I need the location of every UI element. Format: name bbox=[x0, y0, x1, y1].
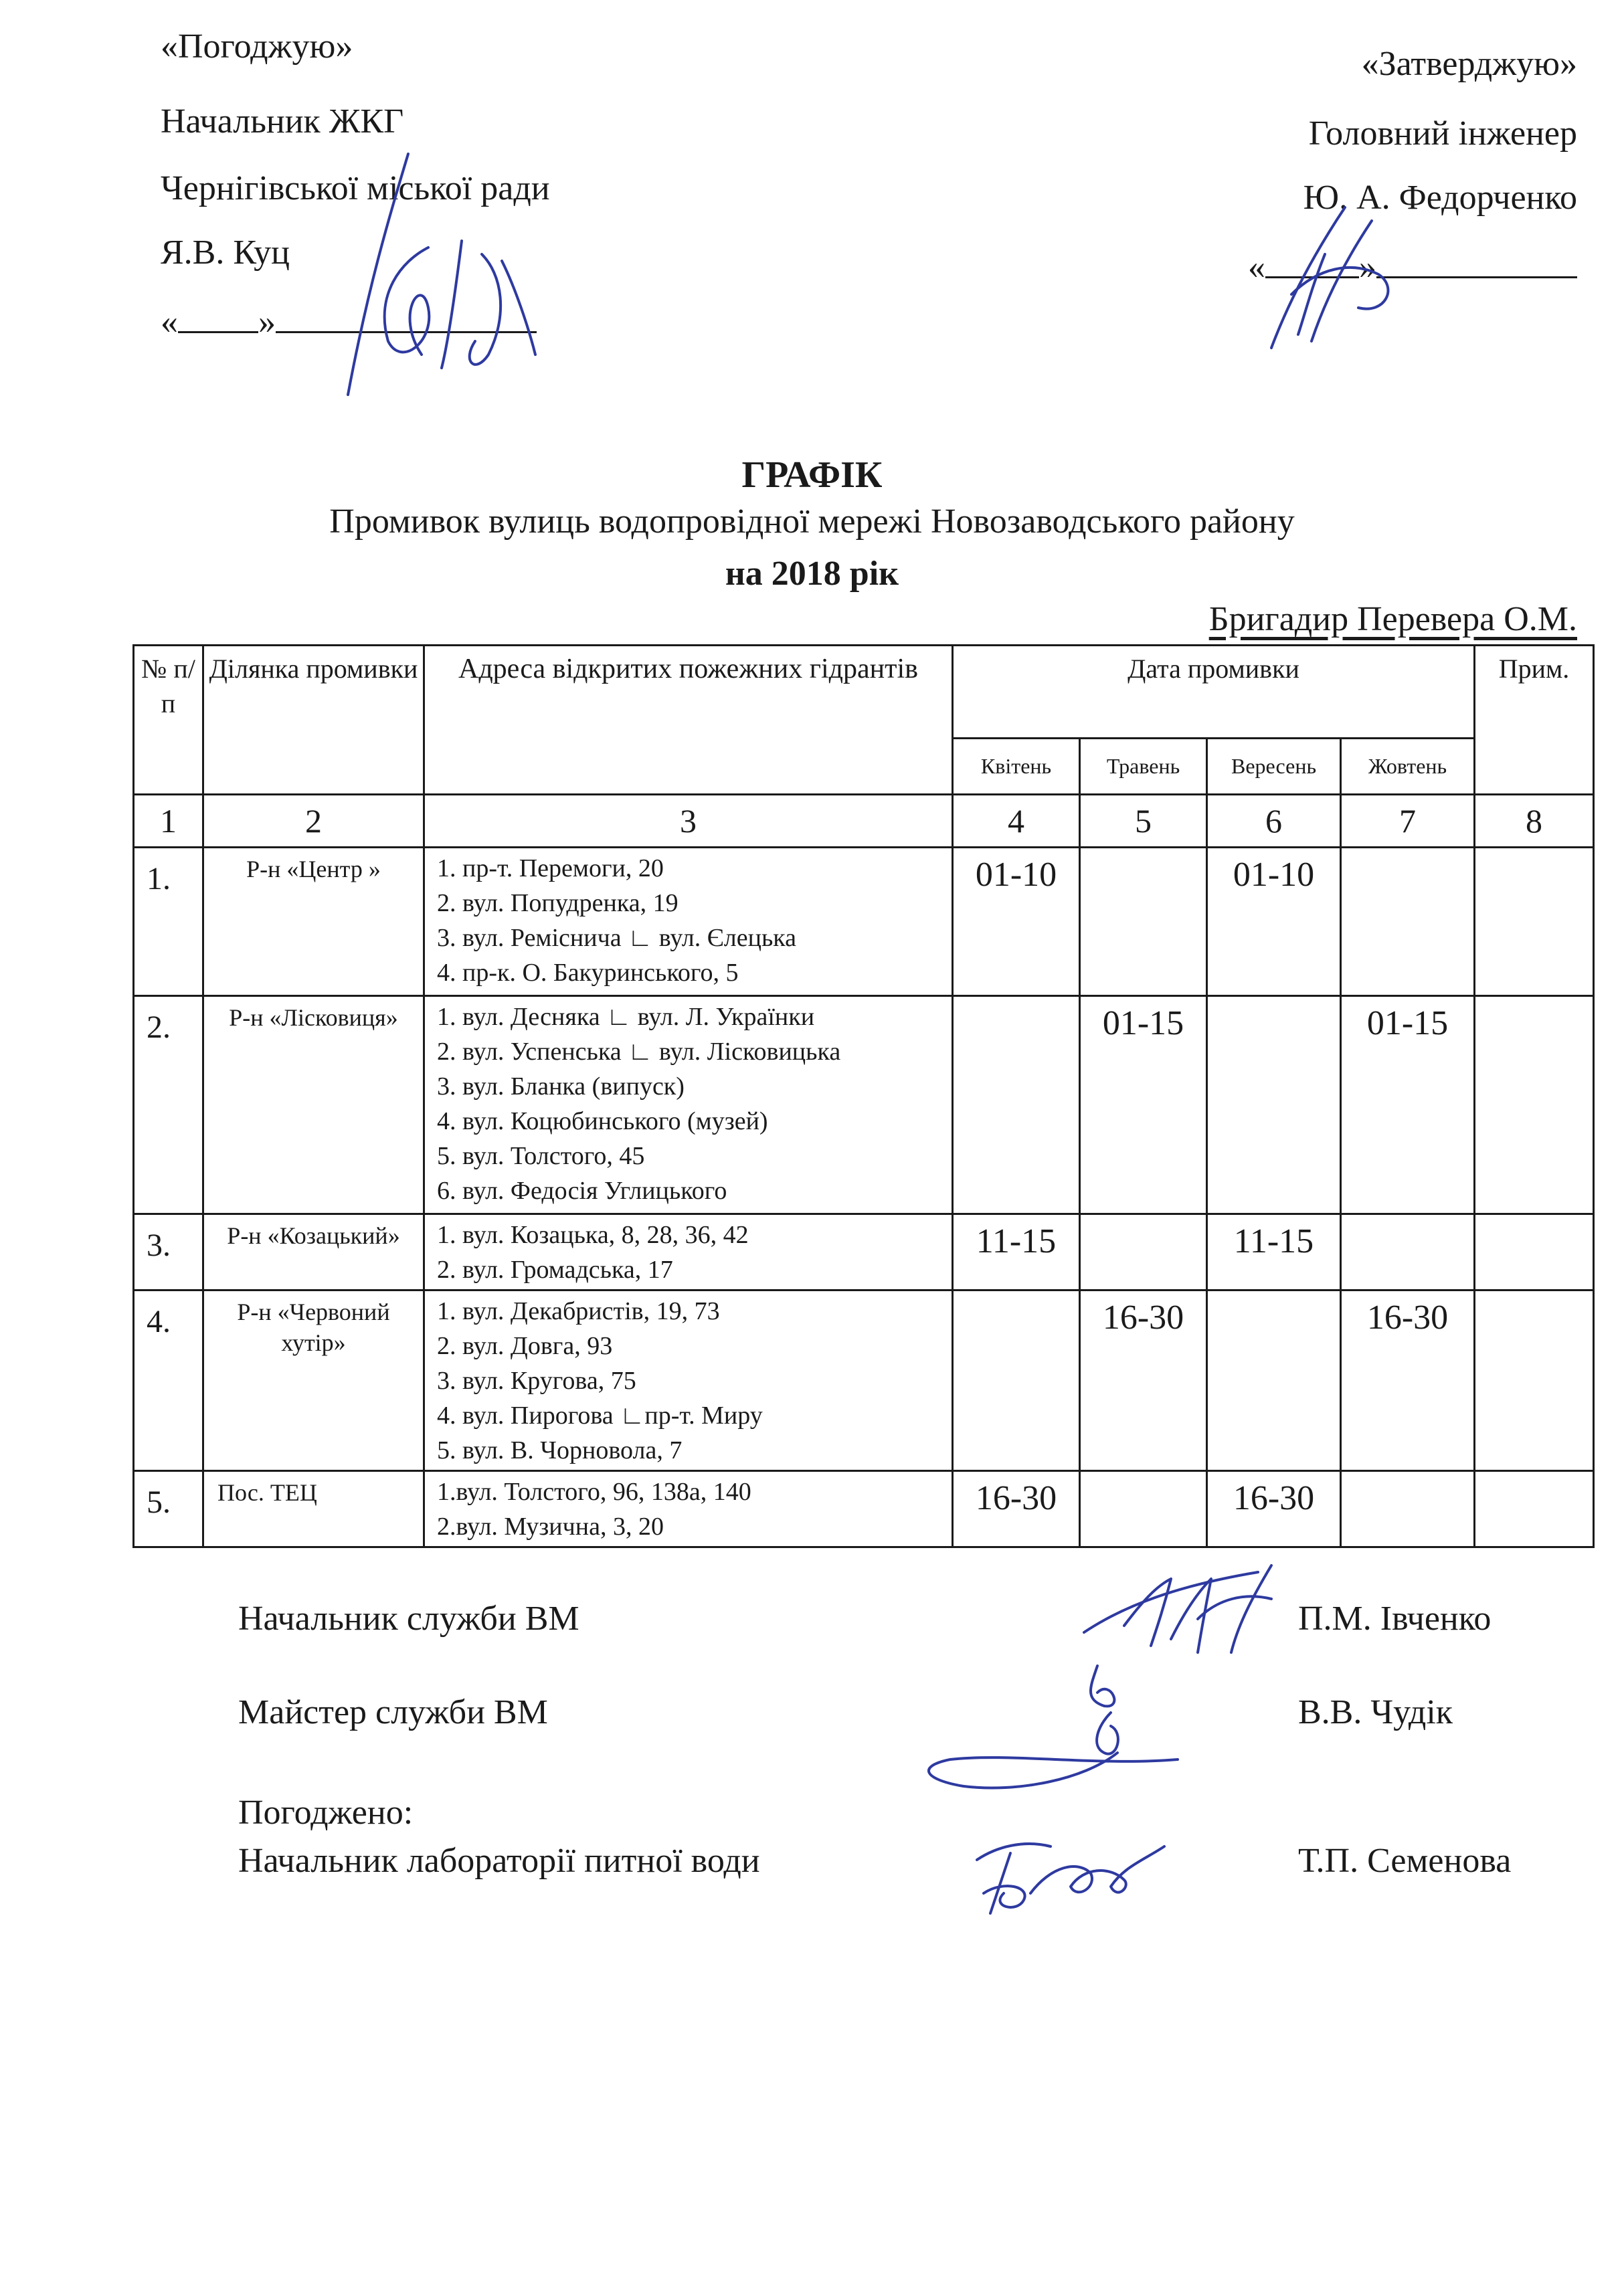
date-october: 01-15 bbox=[1341, 996, 1475, 1214]
flushing-schedule-table bbox=[132, 644, 1595, 1548]
date-day-blank bbox=[178, 331, 258, 333]
column-number: 4 bbox=[953, 795, 1080, 848]
column-number: 3 bbox=[424, 795, 953, 848]
header-date-group: Дата промивки bbox=[953, 646, 1475, 739]
row-area: Р-н «Центр » bbox=[203, 848, 424, 996]
head-service-name: П.М. Івченко bbox=[1298, 1600, 1492, 1638]
row-number: 3. bbox=[134, 1214, 203, 1290]
date-september: 16-30 bbox=[1207, 1471, 1341, 1547]
row-area: Р-н «Червоний хутір» bbox=[203, 1290, 424, 1471]
lab-head-role: Начальник лабораторії питної води bbox=[238, 1842, 760, 1880]
header-address: Адреса відкритих пожежних гідрантів bbox=[424, 646, 953, 795]
date-may bbox=[1080, 1471, 1207, 1547]
address-item: 6. вул. Федосія Углицького bbox=[437, 1177, 727, 1205]
address-item: 4. пр-к. О. Бакуринського, 5 bbox=[437, 959, 739, 987]
date-april: 16-30 bbox=[953, 1471, 1080, 1547]
row-area: Р-н «Козацький» bbox=[203, 1214, 424, 1290]
row-note bbox=[1475, 996, 1594, 1214]
row-note bbox=[1475, 848, 1594, 996]
column-number: 2 bbox=[203, 795, 424, 848]
date-april bbox=[953, 996, 1080, 1214]
master-service-role: Майстер служби ВМ bbox=[238, 1693, 548, 1731]
column-number: 6 bbox=[1207, 795, 1341, 848]
row-number: 4. bbox=[134, 1290, 203, 1471]
header-month: Вересень bbox=[1207, 738, 1341, 794]
address-item: 4. вул. Коцюбинського (музей) bbox=[437, 1107, 768, 1135]
date-october: 16-30 bbox=[1341, 1290, 1475, 1471]
column-number-row bbox=[134, 795, 1594, 848]
approval-right-position: Головний інженер bbox=[1308, 114, 1577, 153]
agreed-label: Погоджено: bbox=[238, 1794, 414, 1832]
row-addresses bbox=[424, 1290, 953, 1471]
row-number: 2. bbox=[134, 996, 203, 1214]
header-note: Прим. bbox=[1475, 646, 1594, 795]
date-april bbox=[953, 1290, 1080, 1471]
table-row bbox=[134, 996, 1594, 1214]
date-may bbox=[1080, 848, 1207, 996]
foreman-name: Бригадир Перевера О.М. bbox=[1208, 600, 1577, 638]
date-september: 11-15 bbox=[1207, 1214, 1341, 1290]
date-september: 01-10 bbox=[1207, 848, 1341, 996]
row-note bbox=[1475, 1290, 1594, 1471]
date-close-quote: » bbox=[1359, 248, 1376, 286]
address-item: 2. вул. Успенська ∟ вул. Лісковицька bbox=[437, 1038, 841, 1066]
table-row bbox=[134, 1290, 1594, 1471]
date-may bbox=[1080, 1214, 1207, 1290]
address-item: 3. вул. Реміснича ∟ вул. Єлецька bbox=[437, 924, 797, 952]
address-item: 2. вул. Довга, 93 bbox=[437, 1332, 613, 1360]
date-april: 11-15 bbox=[953, 1214, 1080, 1290]
address-item: 1. пр-т. Перемоги, 20 bbox=[437, 854, 664, 882]
row-note bbox=[1475, 1471, 1594, 1547]
row-area: Р-н «Лісковиця» bbox=[203, 996, 424, 1214]
address-item: 2. вул. Громадська, 17 bbox=[437, 1256, 673, 1284]
approval-left-position: Начальник ЖКГ bbox=[161, 102, 404, 140]
table-header-row bbox=[134, 646, 1594, 739]
address-item: 3. вул. Кругова, 75 bbox=[437, 1367, 636, 1395]
column-number: 5 bbox=[1080, 795, 1207, 848]
signature-semenova-scribble bbox=[957, 1820, 1171, 1920]
date-open-quote: « bbox=[1248, 248, 1265, 286]
date-open-quote: « bbox=[161, 303, 178, 341]
address-item: 1. вул. Десняка ∟ вул. Л. Українки bbox=[437, 1003, 815, 1031]
address-item: 4. вул. Пирогова ∟пр-т. Миру bbox=[437, 1402, 763, 1430]
signature-fedorchenko-scribble bbox=[1245, 194, 1419, 355]
row-addresses bbox=[424, 1214, 953, 1290]
date-october bbox=[1341, 848, 1475, 996]
date-may: 16-30 bbox=[1080, 1290, 1207, 1471]
date-september bbox=[1207, 1290, 1341, 1471]
header-month: Квітень bbox=[953, 738, 1080, 794]
address-item: 1. вул. Козацька, 8, 28, 36, 42 bbox=[437, 1221, 749, 1249]
address-item: 1. вул. Декабристів, 19, 73 bbox=[437, 1297, 720, 1325]
row-addresses bbox=[424, 996, 953, 1214]
row-addresses bbox=[424, 1471, 953, 1547]
approval-right-label: «Затверджую» bbox=[1361, 45, 1577, 83]
row-number: 1. bbox=[134, 848, 203, 996]
master-service-name: В.В. Чудік bbox=[1298, 1693, 1453, 1731]
document-subtitle: Промивок вулиць водопровідної мережі Новозаводського району bbox=[329, 502, 1295, 541]
approval-left-label: «Погоджую» bbox=[161, 27, 353, 66]
approval-right-name: Ю. А. Федорченко bbox=[1303, 179, 1577, 217]
column-number: 7 bbox=[1341, 795, 1475, 848]
date-close-quote: » bbox=[258, 303, 276, 341]
address-item: 5. вул. Толстого, 45 bbox=[437, 1142, 645, 1170]
document-title: ГРАФІК bbox=[741, 454, 883, 496]
date-october bbox=[1341, 1471, 1475, 1547]
header-area: Ділянка промивки bbox=[203, 646, 424, 795]
approval-left-organization: Чернігівської міської ради bbox=[161, 169, 550, 207]
table-row bbox=[134, 848, 1594, 996]
column-number: 1 bbox=[134, 795, 203, 848]
header-month: Травень bbox=[1080, 738, 1207, 794]
row-note bbox=[1475, 1214, 1594, 1290]
address-item: 2. вул. Попудренка, 19 bbox=[437, 889, 679, 917]
approval-left-name: Я.В. Куц bbox=[161, 233, 290, 272]
column-number: 8 bbox=[1475, 795, 1594, 848]
address-item: 2.вул. Музична, 3, 20 bbox=[437, 1513, 664, 1541]
row-addresses bbox=[424, 848, 953, 996]
signature-kuts-scribble bbox=[328, 140, 549, 401]
date-may: 01-15 bbox=[1080, 996, 1207, 1214]
table-row bbox=[134, 1471, 1594, 1547]
document-year: на 2018 рік bbox=[725, 555, 899, 593]
lab-head-name: Т.П. Семенова bbox=[1298, 1842, 1512, 1880]
address-item: 5. вул. В. Чорновола, 7 bbox=[437, 1436, 683, 1464]
date-october bbox=[1341, 1214, 1475, 1290]
table-row bbox=[134, 1214, 1594, 1290]
header-num: № п/п bbox=[134, 646, 203, 795]
row-area: Пос. ТЕЦ bbox=[203, 1471, 424, 1547]
header-month: Жовтень bbox=[1341, 738, 1475, 794]
date-september bbox=[1207, 996, 1341, 1214]
address-item: 3. вул. Бланка (випуск) bbox=[437, 1072, 685, 1101]
signature-chudik-scribble bbox=[910, 1652, 1191, 1806]
date-april: 01-10 bbox=[953, 848, 1080, 996]
address-item: 1.вул. Толстого, 96, 138а, 140 bbox=[437, 1478, 751, 1506]
row-number: 5. bbox=[134, 1471, 203, 1547]
head-service-role: Начальник служби ВМ bbox=[238, 1600, 579, 1638]
